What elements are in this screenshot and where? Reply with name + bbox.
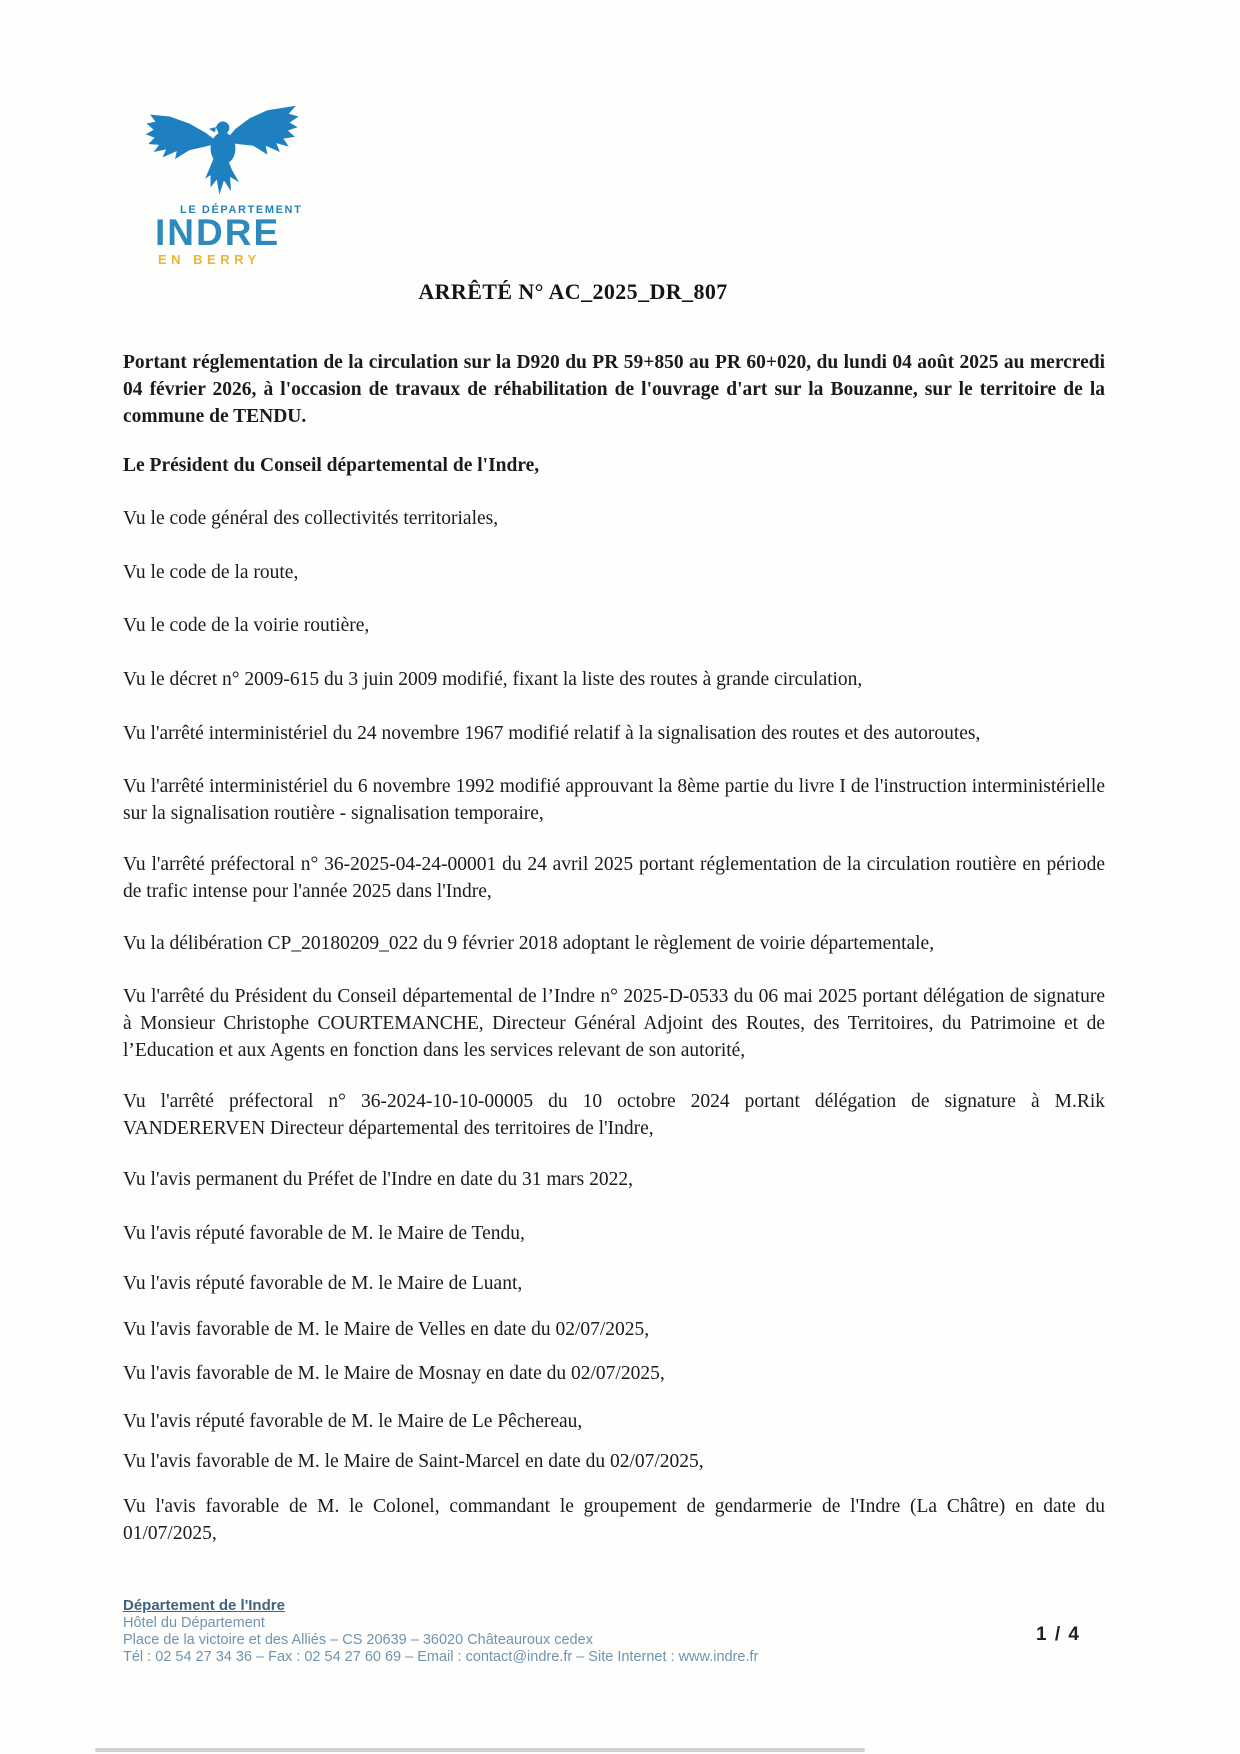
- logo-text-en-berry: EN BERRY: [158, 252, 261, 267]
- paragraph-vu-deliberation: Vu la délibération CP_20180209_022 du 9 février 2018 adoptant le règlement de voirie départementale,: [123, 933, 935, 954]
- logo-text-le-departement: LE DÉPARTEMENT: [180, 204, 303, 216]
- paragraph-vu-decret-2009: Vu le décret n° 2009-615 du 3 juin 2009 modifié, fixant la liste des routes à grande circulation,: [123, 669, 863, 690]
- paragraph-vu-code-route: Vu le code de la route,: [123, 562, 299, 583]
- paragraph-avis-luant: Vu l'avis réputé favorable de M. le Maire de Luant,: [123, 1273, 523, 1294]
- document-body: [123, 349, 1105, 1547]
- paragraph-president: Le Président du Conseil départemental de l'Indre,: [123, 455, 540, 476]
- footer-postal-address: Place de la victoire et des Alliés – CS 20639 – 36020 Châteauroux cedex: [123, 1632, 593, 1648]
- paragraph-vu-prefectoral-2025: Vu l'arrêté préfectoral n° 36-2025-04-24-00001 du 24 avril 2025 portant réglementation de la circulation routière en période de trafic intense pour l'année 2025 dans l'Indre,: [123, 854, 1105, 902]
- paragraph-vu-arrete-1992: Vu l'arrêté interministériel du 6 novembre 1992 modifié approuvant la 8ème partie du livre I de l'instruction interministérielle sur la signalisation routière - signalisation temporaire,: [123, 776, 1105, 824]
- paragraph-avis-velles: Vu l'avis favorable de M. le Maire de Velles en date du 02/07/2025,: [123, 1319, 650, 1340]
- paragraph-vu-prefectoral-2024: Vu l'arrêté préfectoral n° 36-2024-10-10-00005 du 10 octobre 2024 portant délégation de signature à M.Rik VANDERERVEN Directeur départemental des territoires de l'Indre,: [123, 1091, 1105, 1139]
- paragraph-avis-saint-marcel: Vu l'avis favorable de M. le Maire de Saint-Marcel en date du 02/07/2025,: [123, 1451, 704, 1472]
- eagle-icon: [135, 96, 335, 200]
- footer-contact-line: Tél : 02 54 27 34 36 – Fax : 02 54 27 60 69 – Email : contact@indre.fr – Site Internet : www.indre.fr: [123, 1649, 759, 1665]
- paragraph-avis-tendu: Vu l'avis réputé favorable de M. le Maire de Tendu,: [123, 1223, 525, 1244]
- paragraph-vu-avis-prefet: Vu l'avis permanent du Préfet de l'Indre en date du 31 mars 2022,: [123, 1169, 633, 1190]
- paragraph-avis-mosnay: Vu l'avis favorable de M. le Maire de Mosnay en date du 02/07/2025,: [123, 1363, 665, 1384]
- logo-text-indre: INDRE: [155, 212, 281, 253]
- document-title: ARRÊTÉ N° AC_2025_DR_807: [418, 279, 728, 304]
- footer-building: Hôtel du Département: [123, 1615, 265, 1631]
- paragraph-avis-pechereau: Vu l'avis réputé favorable de M. le Maire de Le Pêchereau,: [123, 1411, 583, 1432]
- page-number-indicator: 1 / 4: [1036, 1624, 1081, 1645]
- paragraph-vu-arrete-1967: Vu l'arrêté interministériel du 24 novembre 1967 modifié relatif à la signalisation des routes et des autoroutes,: [123, 723, 981, 744]
- paragraph-vu-voirie: Vu le code de la voirie routière,: [123, 615, 370, 636]
- paragraph-vu-delegation-0533: Vu l'arrêté du Président du Conseil départemental de l’Indre n° 2025-D-0533 du 06 mai 2025 portant délégation de signature à Monsieur Christophe COURTEMANCHE, Directeur Général Adjoint des Routes, des Territoires, du Patrimoine et de l’Education et aux Agents en fonction dans les services relevant de son autorité,: [123, 986, 1105, 1061]
- footer-org-name: Département de l'Indre: [123, 1597, 285, 1614]
- footer-address-block: [123, 1597, 923, 1666]
- paragraph-avis-gendarmerie: Vu l'avis favorable de M. le Colonel, commandant le groupement de gendarmerie de l'Indre (La Châtre) en date du 01/07/2025,: [123, 1496, 1105, 1544]
- scan-artifact-line: [95, 1748, 865, 1752]
- indre-department-logo: [135, 96, 335, 267]
- paragraph-objet: Portant réglementation de la circulation sur la D920 du PR 59+850 au PR 60+020, du lundi 04 août 2025 au mercredi 04 février 2026, à l'occasion de travaux de réhabilitation de l'ouvrage d'art sur la Bouzanne, sur le territoire de la commune de TENDU.: [123, 352, 1105, 427]
- paragraph-vu-cgct: Vu le code général des collectivités territoriales,: [123, 508, 499, 529]
